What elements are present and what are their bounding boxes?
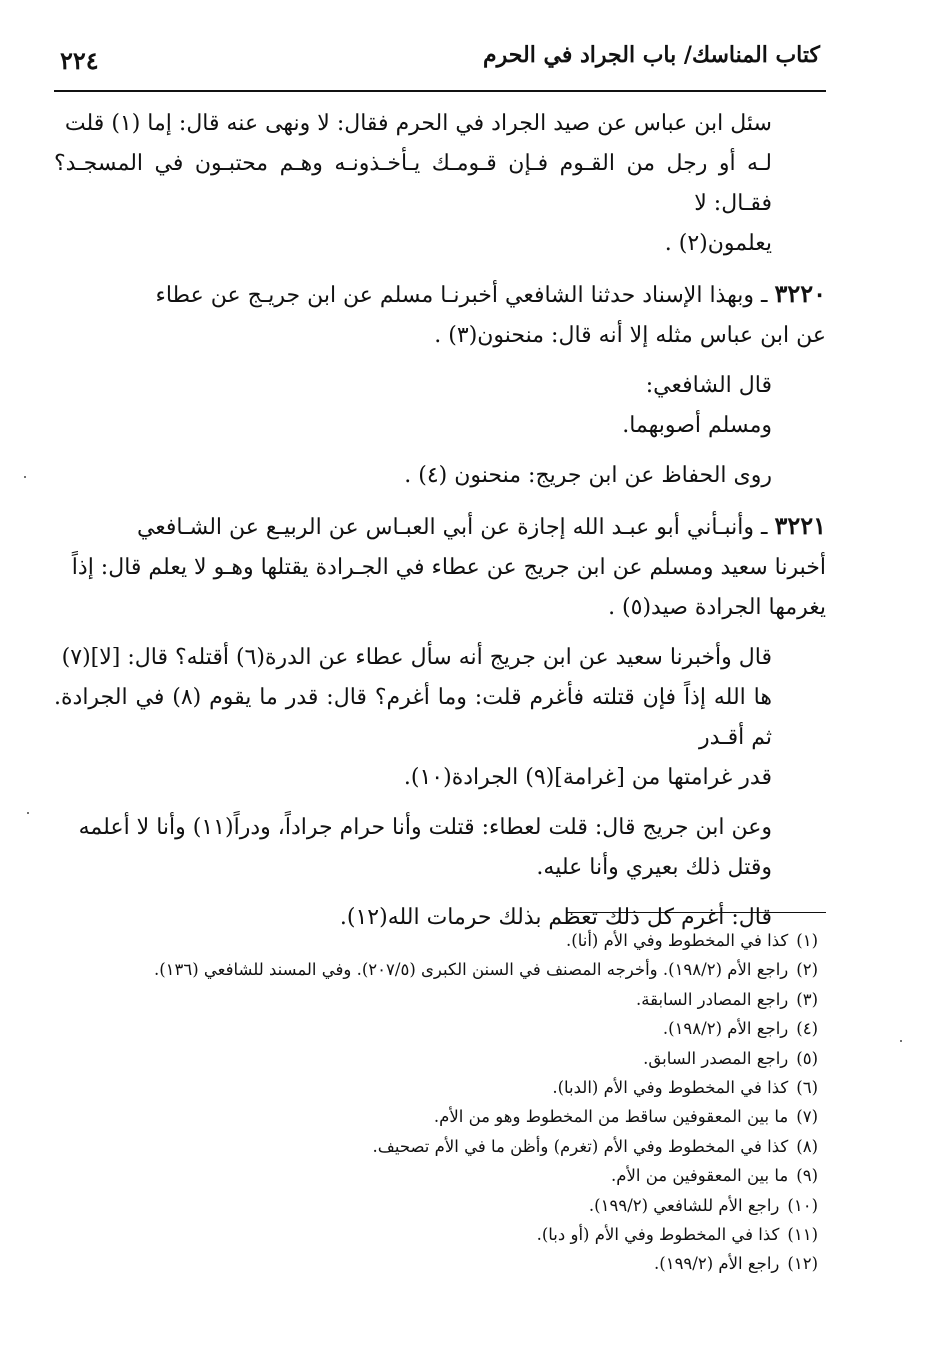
- text-line: أخبرنا سعيد ومسلم عن ابن جريج عن عطاء في الجـرادة يقتلها وهـو لا يعلم قال: إذاً: [71, 555, 826, 580]
- footnote-text: راجع الأم (١٩٨/٢).: [662, 1019, 789, 1039]
- footnote-item: [54, 955, 818, 984]
- footnote-text: راجع الأم (١٩٨/٢). وأخرجه المصنف في السنن الكبرى (٢٠٧/٥). وفي المسند للشافعي (١٣٦).: [153, 960, 789, 980]
- footnote-item: [54, 926, 818, 955]
- text-line: يغرمها الجرادة صيد(٥) .: [608, 595, 826, 620]
- page-number: ٢٢٤: [60, 46, 99, 75]
- footnote-marker: (٤): [796, 1019, 818, 1039]
- paragraph-durra: [54, 638, 826, 798]
- footnote-text: ما بين المعقوفين ساقط من المخطوط وهو من الأم.: [433, 1107, 789, 1127]
- running-title: كتاب المناسك/ باب الجراد في الحرم: [483, 42, 820, 68]
- footnote-text: كذا في المخطوط وفي الأم (أنا).: [566, 931, 789, 950]
- scan-speck: [900, 1040, 902, 1042]
- footnote-marker: (١٠): [787, 1195, 818, 1215]
- footnote-marker: (١٢): [787, 1254, 818, 1274]
- text-line: ومسلم أصوبهما.: [622, 413, 772, 438]
- footnote-marker: (٣): [796, 989, 818, 1009]
- footnote-item: [54, 1073, 818, 1102]
- header-rule: [54, 90, 826, 92]
- footnote-marker: (٥): [796, 1048, 818, 1068]
- text-line: [54, 274, 826, 316]
- text-line: عن ابن عباس مثله إلا أنه قال: منحنون(٣) .: [434, 323, 826, 348]
- footnote-item: [54, 1014, 818, 1043]
- text-line: سئل ابن عباس عن صيد الجراد في الحرم فقال: لا ونهى عنه قال: إما (١) قلت: [64, 111, 772, 136]
- scan-speck: [24, 476, 26, 478]
- text-line: قال الشافعي:: [645, 373, 772, 398]
- paragraph-huffaz: [54, 456, 826, 496]
- footnote-marker: (٨): [796, 1136, 818, 1156]
- footnote-marker: (٩): [796, 1166, 818, 1186]
- text-line-body: ـ وبهذا الإسناد حدثنا الشافعي أخبرنـا مسلم عن ابن جريـج عن عطاء: [155, 283, 768, 308]
- hadith-3221: [54, 506, 826, 628]
- footnote-item: [54, 1102, 818, 1131]
- paragraph-shafii: [54, 366, 826, 446]
- text-line: ها الله إذاً فإن قتلته فأغرم قلت: وما أغرم؟ قال: قدر ما يقوم (٨) في الجرادة. ثم أقـدر: [54, 685, 772, 750]
- footnote-text: كذا في المخطوط وفي الأم (أو دبا).: [536, 1225, 780, 1245]
- text-line: لـه أو رجل من القـوم فـإن قـومـك يـأخـذونـه وهـم محتبـون في المسجـد؟ فقـال: لا: [54, 151, 772, 216]
- hadith-number: ٣٢٢١: [774, 511, 826, 540]
- footnote-item: [54, 1249, 818, 1278]
- footnote-item: [54, 1132, 818, 1161]
- footnote-marker: (٧): [796, 1107, 818, 1127]
- text-line: [54, 506, 826, 548]
- text-line: يعلمون(٢) .: [664, 231, 772, 256]
- text-line: قال: أغرم كل ذلك تعظم بذلك حرمات الله(١٢).: [339, 905, 772, 930]
- footnote-marker: (٢): [796, 960, 818, 980]
- footnote-item: [54, 1191, 818, 1220]
- text-line: وعن ابن جريج قال: قلت لعطاء: قتلت وأنا حرام جراداً، ودراً(١١) وأنا لا أعلمه: [78, 815, 772, 840]
- text-line: روى الحفاظ عن ابن جريج: منحنون (٤) .: [404, 463, 772, 488]
- footnote-item: [54, 1044, 818, 1073]
- footnote-marker: (١): [796, 931, 818, 950]
- scan-speck: [27, 812, 29, 814]
- footnote-text: ما بين المعقوفين من الأم.: [611, 1166, 789, 1186]
- footnote-separator: [566, 912, 826, 913]
- text-line-body: ـ وأنبـأني أبو عبـد الله إجازة عن أبي العبـاس عن الربيـع عن الشـافعي: [136, 515, 768, 540]
- hadith-number: ٣٢٢٠: [774, 279, 826, 308]
- footnote-item: [54, 1220, 818, 1249]
- footnote-text: راجع المصدر السابق.: [643, 1048, 789, 1068]
- footnote-text: راجع الأم للشافعي (١٩٩/٢).: [588, 1195, 780, 1215]
- footnote-item: [54, 985, 818, 1014]
- footnote-text: راجع الأم (١٩٩/٢).: [654, 1254, 780, 1274]
- page-header: [60, 40, 820, 86]
- text-line: وقتل ذلك بعيري وأنا عليه.: [536, 855, 772, 880]
- text-line: قال وأخبرنا سعيد عن ابن جريج أنه سأل عطاء عن الدرة(٦) أقتله؟ قال: [لا](٧): [61, 645, 772, 670]
- paragraph-1: [54, 104, 826, 264]
- hadith-3220: [54, 274, 826, 356]
- main-text: [54, 104, 826, 948]
- footnote-marker: (٦): [796, 1078, 818, 1098]
- footnote-text: كذا في المخطوط وفي الأم (الدبا).: [552, 1078, 789, 1098]
- footnote-marker: (١١): [787, 1225, 818, 1245]
- text-line: قدر غرامتها من [غرامة](٩) الجرادة(١٠).: [403, 765, 772, 790]
- footnote-item: [54, 1161, 818, 1190]
- paragraph-ibn-jurayj: [54, 808, 826, 888]
- footnote-text: راجع المصادر السابقة.: [636, 989, 789, 1009]
- footnotes: [54, 926, 818, 1279]
- footnote-text: كذا في المخطوط وفي الأم (تغرم) وأظن ما في الأم تصحيف.: [372, 1136, 789, 1156]
